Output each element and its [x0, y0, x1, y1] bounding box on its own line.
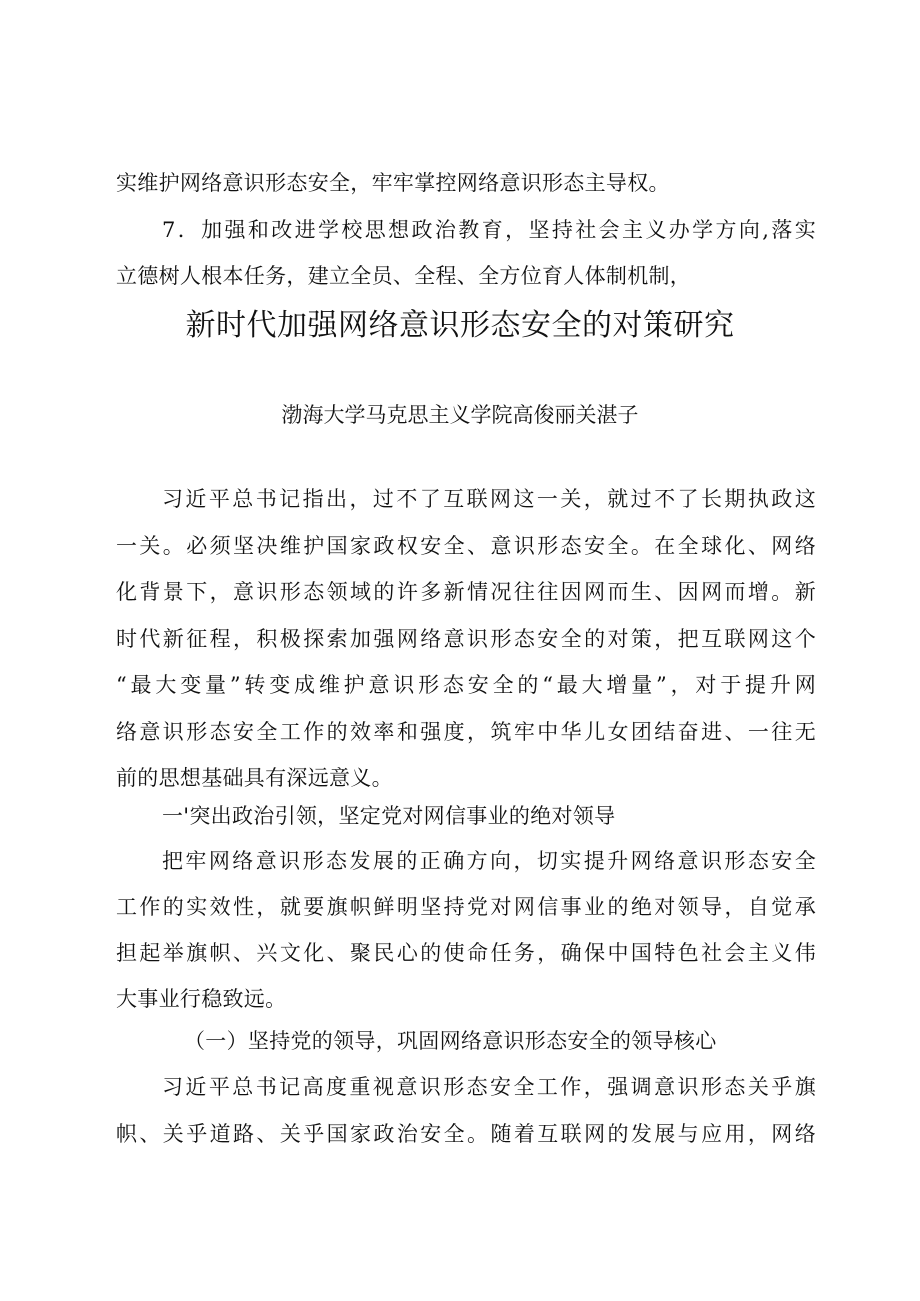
intro-line-6: 络意识形态安全工作的效率和强度，筑牢中华儿女团结奋进、一往无: [116, 720, 816, 744]
section-1-line-2: 工作的实效性，就要旗帜鲜明坚持党对网信事业的绝对领导，自觉承: [116, 895, 816, 919]
intro-line-3: 化背景下，意识形态领域的许多新情况往往因网而生、因网而增。新: [116, 580, 816, 604]
intro-line-7: 前的思想基础具有深远意义。: [116, 766, 393, 790]
subsection-1-heading: （一）坚持党的领导，巩固网络意识形态安全的领导核心: [184, 1029, 717, 1053]
article-author: 渤海大学马克思主义学院高俊丽关湛子: [281, 403, 639, 427]
intro-line-4: 时代新征程，积极探索加强网络意识形态安全的对策，把互联网这个: [116, 627, 816, 651]
item-7-line-2: 立德树人根本任务，建立全员、全程、全方位育人体制机制，: [116, 264, 692, 288]
subsection-1-line-2: 帜、关乎道路、关乎国家政治安全。随着互联网的发展与应用，网络: [116, 1122, 816, 1146]
intro-line-2: 一关。必须坚决维护国家政权安全、意识形态安全。在全球化、网络: [116, 534, 816, 558]
intro-line-1: 习近平总书记指出，过不了互联网这一关，就过不了长期执政这: [162, 487, 816, 511]
section-1-line-4: 大事业行稳致远。: [116, 987, 287, 1011]
section-1-heading: 一'突出政治引领，坚定党对网信事业的绝对领导: [162, 804, 616, 828]
intro-line-5: “最大变量”转变成维护意识形态安全的“最大增量”，对于提升网: [116, 673, 816, 697]
section-1-line-3: 担起举旗帜、兴文化、聚民心的使命任务，确保中国特色社会主义伟: [116, 941, 816, 965]
prev-paragraph-line: 实维护网络意识形态安全，牢牢掌控网络意识形态主导权。: [116, 171, 670, 195]
subsection-1-line-1: 习近平总书记高度重视意识形态安全工作，强调意识形态关乎旗: [162, 1075, 816, 1099]
section-1-line-1: 把牢网络意识形态发展的正确方向，切实提升网络意识形态安全: [162, 849, 816, 873]
article-title: 新时代加强网络意识形态安全的对策研究: [185, 308, 735, 343]
item-7-line-1: 7．加强和改进学校思想政治教育，坚持社会主义办学方向,落实: [162, 218, 816, 242]
